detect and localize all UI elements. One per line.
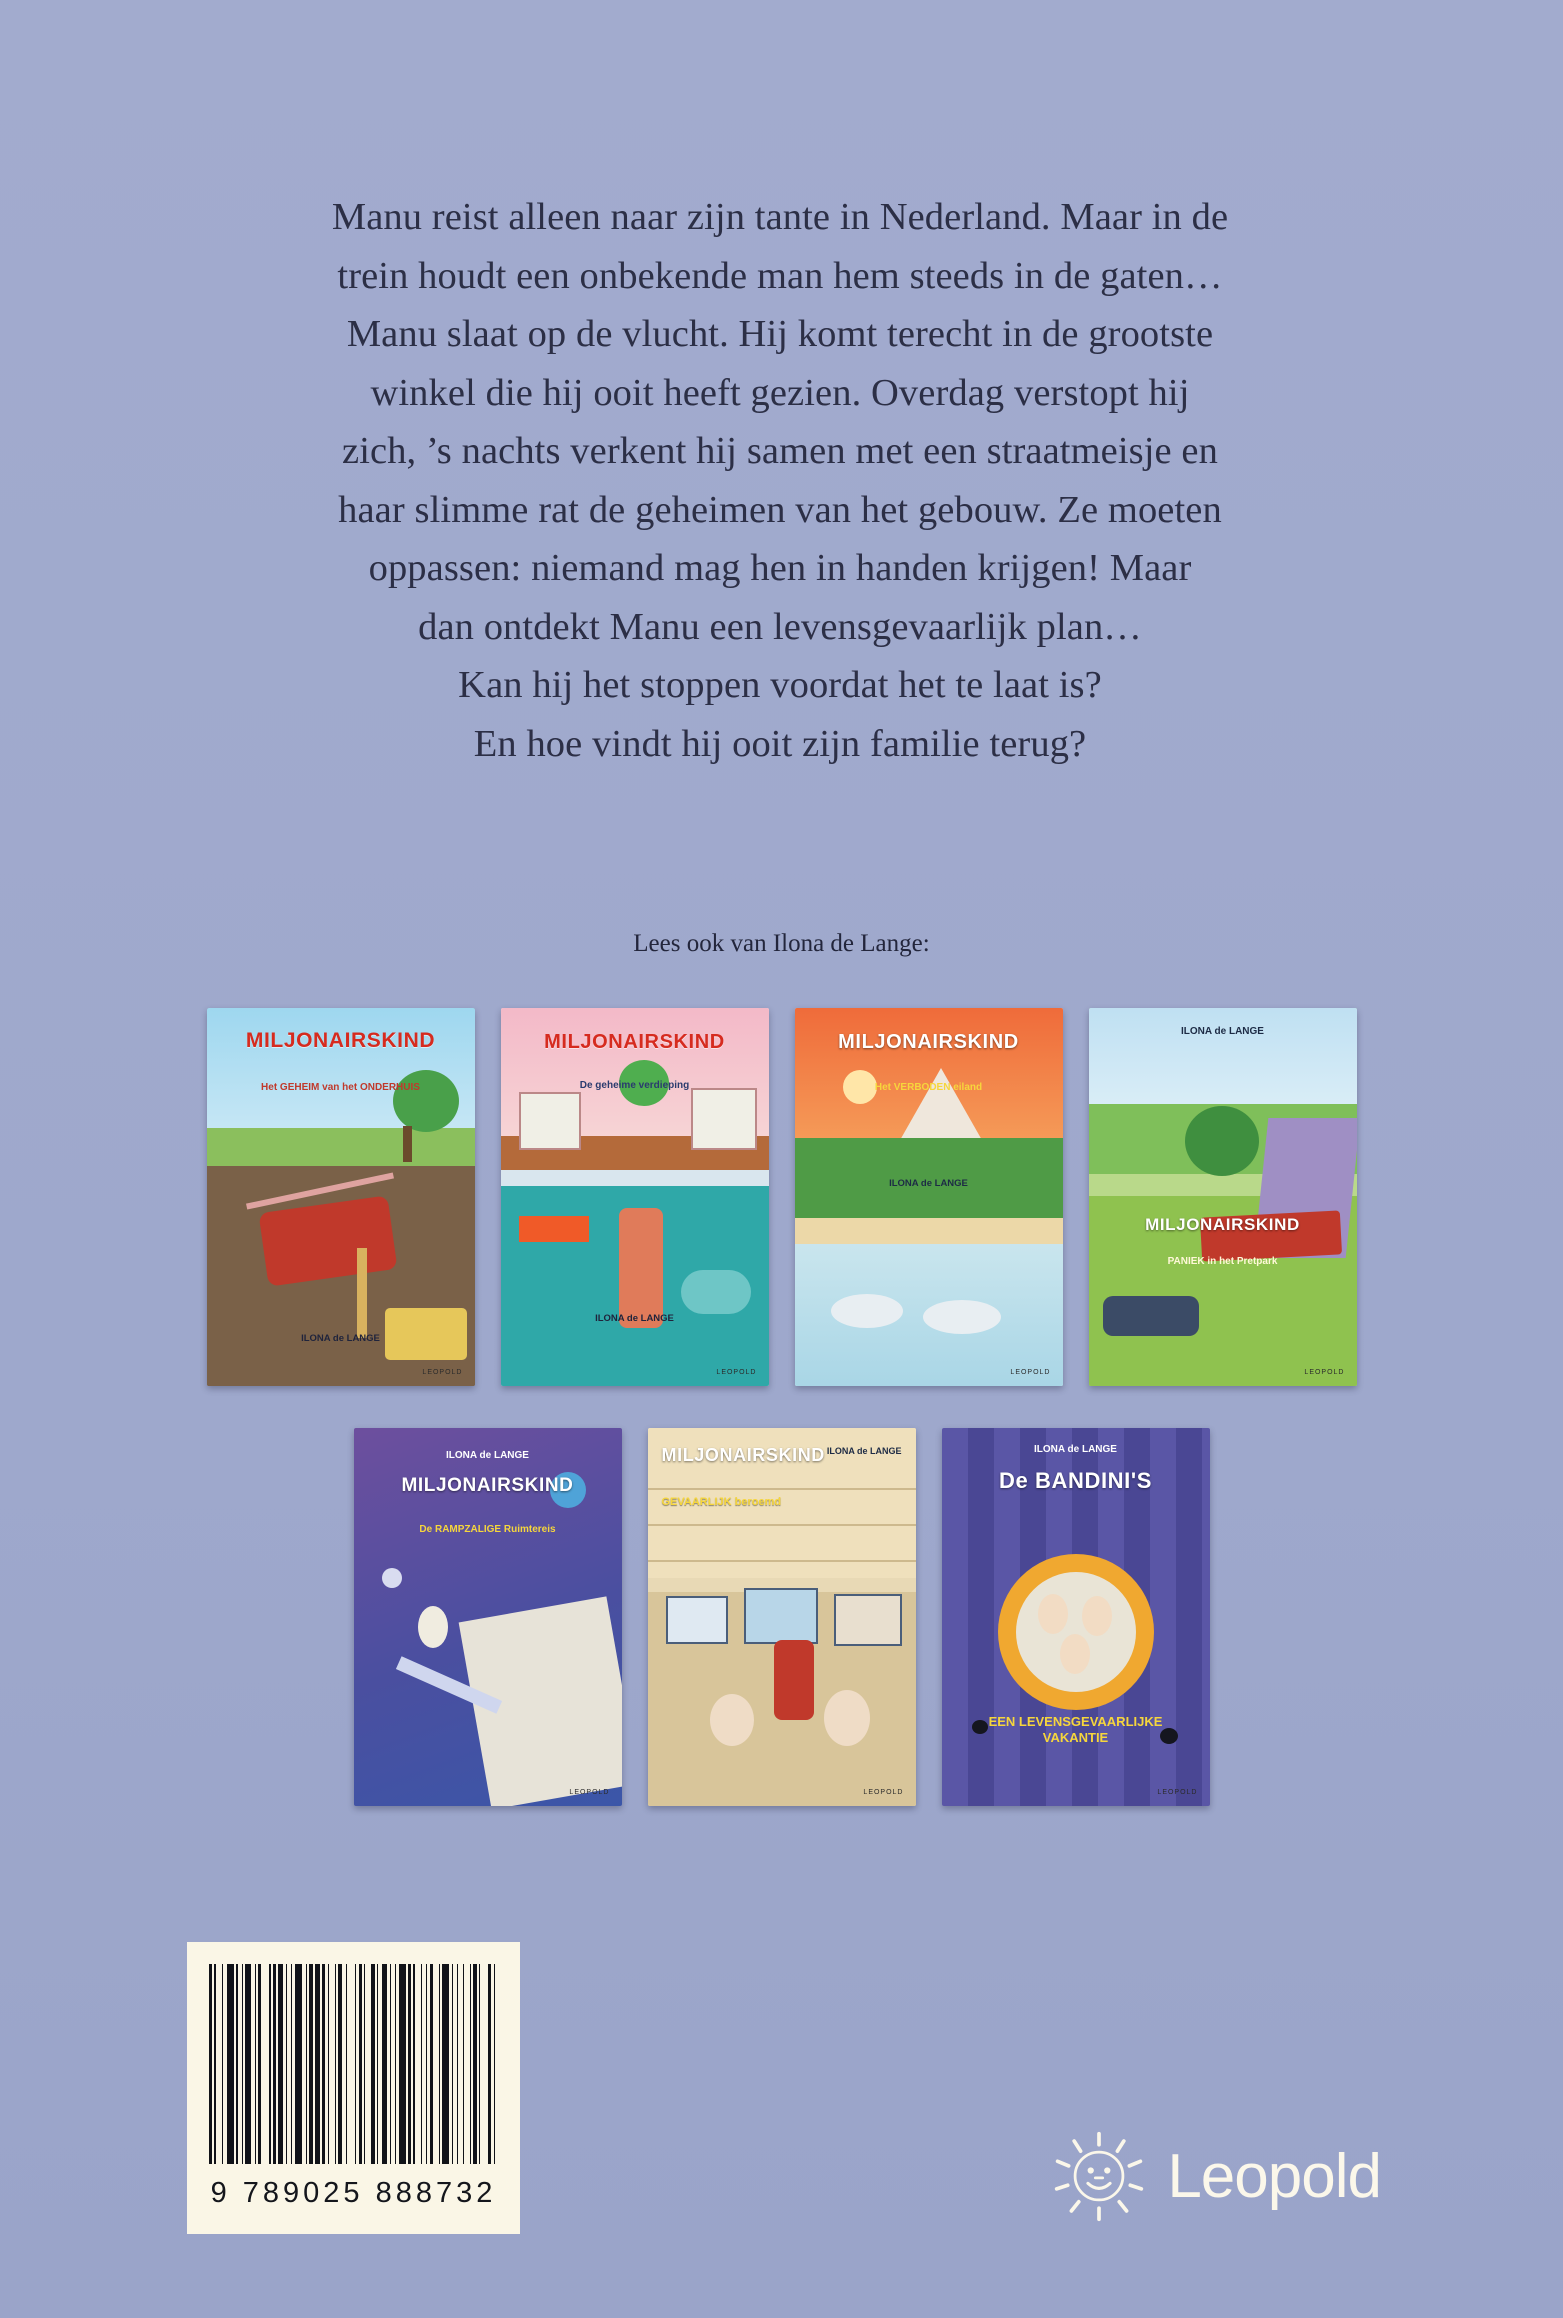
barcode-bars [209,1964,499,2164]
barcode-bar [214,1964,215,2164]
barcode-bar [315,1964,320,2164]
cover-art [648,1428,916,1806]
blurb-line: En hoe vindt hij ooit zijn familie terug? [473,722,1087,765]
cover-author: ILONA de LANGE [826,1446,902,1456]
barcode-bar [258,1964,261,2164]
face-shape [1060,1634,1090,1674]
lion-icon [1053,2130,1145,2222]
cover-subtitle: GEVAARLIJK beroemd [661,1496,782,1508]
house-shape [691,1088,757,1150]
barcode-bar [338,1964,341,2164]
porthole-glass [1016,1572,1136,1692]
barcode-bar [255,1964,256,2164]
blurb-line: dan ontdekt Manu een levensgevaarlijk plan… [418,605,1142,648]
barcode-bar [335,1964,336,2164]
barcode-bar [421,1964,422,2164]
character-shape [710,1694,754,1746]
cover-author: ILONA de LANGE [889,1178,968,1189]
barcode-bar [291,1964,292,2164]
cover-row-1 [0,1008,1563,1386]
screen-shape [744,1588,818,1644]
cover-title: MILJONAIRSKIND [245,1029,436,1052]
barcode-bar [322,1964,325,2164]
blurb-line: Kan hij het stoppen voordat het te laat is? [458,664,1102,707]
barcode-bar [430,1964,433,2164]
cover-subtitle: Het VERBODEN eiland [874,1082,983,1093]
screen-shape [666,1596,728,1644]
barcode-bar [473,1964,476,2164]
book-cover-4[interactable] [1089,1008,1357,1386]
barcode-bar [242,1964,243,2164]
star-icon [382,1568,402,1588]
cover-author: ILONA de LANGE [1181,1026,1264,1037]
book-cover-7[interactable] [942,1428,1210,1806]
blurb-line: trein houdt een onbekende man hem steeds in de gaten… [337,254,1223,297]
book-cover-1[interactable] [207,1008,475,1386]
cover-publisher: LEOPOLD [863,1789,904,1796]
astronaut-shape [418,1606,448,1648]
face-shape [1038,1594,1068,1634]
barcode-bar [413,1964,414,2164]
cover-subtitle: EEN LEVENSGEVAARLIJKE VAKANTIE [988,1714,1163,1746]
cover-publisher: LEOPOLD [1157,1789,1198,1796]
cover-art [1089,1008,1357,1386]
book-cover-6[interactable] [648,1428,916,1806]
cover-row-2 [0,1428,1563,1806]
barcode-bar [286,1964,287,2164]
barcode-bar [395,1964,396,2164]
cover-grass [207,1128,475,1168]
brick-line [648,1524,916,1526]
barcode-bar [273,1964,276,2164]
tree-trunk [403,1126,412,1162]
cover-publisher: LEOPOLD [1010,1369,1051,1376]
barcode-bar [377,1964,378,2164]
brick-line [648,1560,916,1562]
blurb-line: Manu reist alleen naar zijn tante in Nederland. Maar in de [331,196,1229,238]
barcode-bar [488,1964,491,2164]
cover-subtitle: Het GEHEIM van het ONDERHUIS [261,1082,420,1093]
barcode-number: 9 789025 888732 [210,2177,497,2209]
book-cover-5[interactable] [354,1428,622,1806]
barcode-bar [470,1964,471,2164]
cover-title: MILJONAIRSKIND [1145,1215,1300,1234]
barcode-bar [209,1964,212,2164]
cover-author: ILONA de LANGE [301,1333,380,1344]
face-shape [1082,1596,1112,1636]
tree-icon [393,1070,459,1132]
barcode-bar [457,1964,458,2164]
barcode-bar [439,1964,440,2164]
cover-author: ILONA de LANGE [446,1450,529,1461]
blurb-line: oppassen: niemand mag hen in handen krijgen! Maar [368,547,1192,590]
beach-band [795,1218,1063,1244]
blurb-line: Manu slaat op de vlucht. Hij komt terecht in de grootste [346,313,1214,356]
barcode-bar [222,1964,223,2164]
barcode-bar [408,1964,411,2164]
ladder-shape [357,1248,367,1338]
cover-art [207,1008,475,1386]
cover-author: ILONA de LANGE [1034,1444,1117,1455]
cover-publisher: LEOPOLD [716,1369,757,1376]
cover-subtitle: PANIEK in het Pretpark [1167,1256,1278,1267]
cover-title: MILJONAIRSKIND [544,1031,725,1053]
barcode-bar [359,1964,362,2164]
blurb-line: haar slimme rat de geheimen van het gebouw. Ze moeten [338,488,1222,531]
barcode-bar [306,1964,307,2164]
barcode-bar [479,1964,480,2164]
tower-shape [619,1208,663,1328]
cover-subtitle: De RAMPZALIGE Ruimtereis [419,1524,556,1535]
barcode [187,1942,520,2234]
cover-title: MILJONAIRSKIND [661,1445,825,1465]
cover-subtitle: De geheime verdieping [579,1080,690,1091]
barcode-bar [426,1964,427,2164]
barcode-bar [382,1964,387,2164]
barcode-bar [371,1964,374,2164]
book-cover-2[interactable] [501,1008,769,1386]
dolphin-shape [831,1294,903,1328]
screen-shape [834,1594,902,1646]
brick-line [648,1488,916,1490]
barcode-bar [442,1964,449,2164]
cover-title: De BANDINI'S [998,1468,1152,1493]
book-cover-3[interactable] [795,1008,1063,1386]
barcode-bar [355,1964,356,2164]
cover-art [501,1008,769,1386]
cover-publisher: LEOPOLD [569,1789,610,1796]
barcode-bar [494,1964,495,2164]
barcode-bar [295,1964,302,2164]
barcode-bar [463,1964,464,2164]
barcode-bar [269,1964,270,2164]
barcode-bar [278,1964,283,2164]
barcode-bar [346,1964,347,2164]
microphone-shape [774,1640,814,1720]
sign-shape [519,1216,589,1242]
dolphin-shape [923,1300,1001,1334]
barcode-bar [236,1964,237,2164]
car-shape [1103,1296,1199,1336]
barcode-bar [452,1964,453,2164]
publisher-logo [1053,2130,1381,2222]
cover-art [795,1008,1063,1386]
blurb-line: winkel die hij ooit heeft gezien. Overdag verstopt hij [370,371,1190,414]
slide-shape [681,1270,751,1314]
cover-publisher: LEOPOLD [1304,1369,1345,1376]
blurb-text [170,188,1390,773]
also-read-heading: Lees ook van Ilona de Lange: [633,930,930,957]
blurb-line: zich, ’s nachts verkent hij samen met een straatmeisje en [342,430,1218,473]
barcode-bar [309,1964,312,2164]
barcode-bar [227,1964,234,2164]
barcode-bar [328,1964,329,2164]
cover-title: MILJONAIRSKIND [401,1475,574,1496]
cover-publisher: LEOPOLD [422,1369,463,1376]
publisher-name: Leopold [1167,2141,1381,2211]
barcode-bar [390,1964,391,2164]
barcode-bar [364,1964,365,2164]
tree-icon [1185,1106,1259,1176]
barcode-bar [399,1964,406,2164]
character-shape [824,1690,870,1746]
cover-author: ILONA de LANGE [595,1313,674,1324]
house-shape [519,1092,581,1150]
barcode-bar [245,1964,250,2164]
cover-title: MILJONAIRSKIND [838,1031,1019,1053]
